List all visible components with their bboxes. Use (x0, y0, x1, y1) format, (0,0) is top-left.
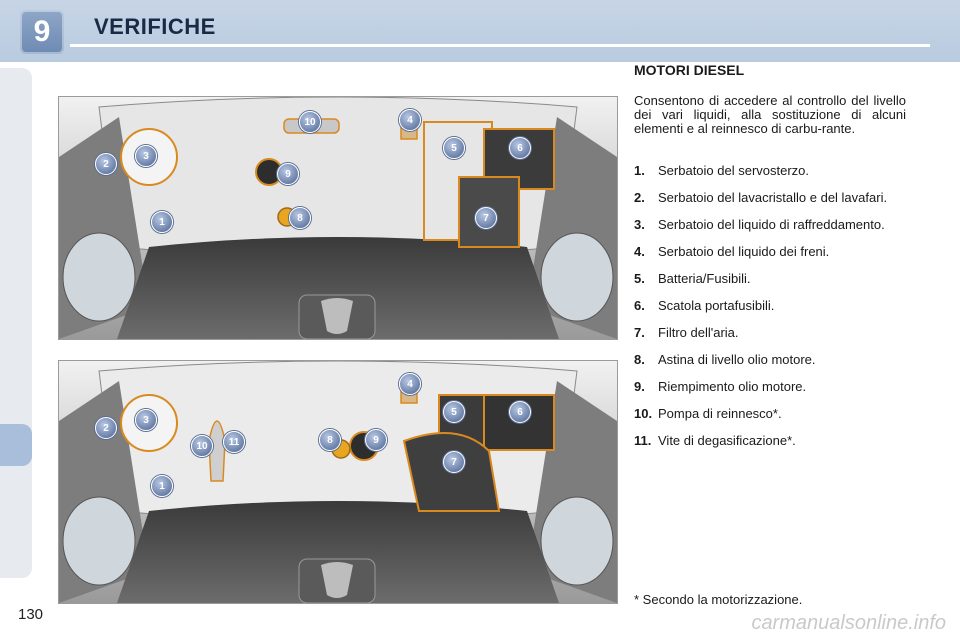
item-text: Serbatoio del liquido di raffreddamento. (658, 217, 885, 232)
item-number: 6. (634, 298, 645, 313)
item-number: 2. (634, 190, 645, 205)
list-item (634, 272, 906, 286)
engine-figure-top (58, 96, 618, 340)
chapter-badge: 9 (20, 10, 64, 54)
item-text: Filtro dell'aria. (658, 325, 739, 340)
item-number: 9. (634, 379, 645, 394)
item-text: Scatola portafusibili. (658, 298, 775, 313)
section-title: VERIFICHE (94, 14, 216, 39)
item-number: 1. (634, 163, 645, 178)
item-text: Serbatoio del lavacristallo e del lavafari. (658, 190, 888, 205)
chapter-side-tab (0, 424, 32, 466)
item-text: Astina di livello olio motore. (658, 352, 816, 367)
list-item (634, 407, 906, 421)
list-item (634, 380, 906, 394)
item-number: 10. (634, 406, 653, 421)
list-item (634, 191, 906, 205)
list-item (634, 326, 906, 340)
engine-figure-bottom (58, 360, 618, 604)
list-item (634, 164, 906, 178)
item-number: 4. (634, 244, 645, 259)
callout-8: 8 (289, 207, 311, 229)
callout-8: 8 (319, 429, 341, 451)
page-number: 130 (18, 606, 44, 623)
item-text: Serbatoio del liquido dei freni. (658, 244, 830, 259)
list-item (634, 299, 906, 313)
item-number: 7. (634, 325, 645, 340)
callout-3: 3 (135, 145, 157, 167)
callout-1: 1 (151, 475, 173, 497)
callout-4: 4 (399, 373, 421, 395)
callout-10: 10 (299, 111, 321, 133)
footnote: * Secondo la motorizzazione. (634, 592, 803, 607)
list-item (634, 218, 906, 232)
item-number: 8. (634, 352, 645, 367)
engine-illustration-icon (59, 361, 617, 603)
item-text: Riempimento olio motore. (658, 379, 807, 394)
callout-6: 6 (509, 137, 531, 159)
section-heading: MOTORI DIESEL (634, 62, 745, 78)
intro-paragraph: Consentono di accedere al controllo del livello dei vari liquidi, alla sostituzione di alcuni elementi e al reinnesco di carbu-rante. (634, 93, 906, 136)
list-item (634, 353, 906, 367)
list-item (634, 434, 906, 448)
item-text: Vite di degasificazione*. (658, 433, 796, 448)
item-text: Batteria/Fusibili. (658, 271, 751, 286)
item-number: 5. (634, 271, 645, 286)
callout-5: 5 (443, 137, 465, 159)
callout-2: 2 (95, 417, 117, 439)
callout-9: 9 (365, 429, 387, 451)
item-number: 3. (634, 217, 645, 232)
callout-5: 5 (443, 401, 465, 423)
callout-1: 1 (151, 211, 173, 233)
component-list (634, 164, 906, 461)
callout-4: 4 (399, 109, 421, 131)
engine-illustration-icon (59, 97, 617, 339)
callout-9: 9 (277, 163, 299, 185)
item-number: 11. (634, 433, 652, 448)
callout-7: 7 (443, 451, 465, 473)
callout-3: 3 (135, 409, 157, 431)
callout-2: 2 (95, 153, 117, 175)
item-text: Pompa di reinnesco*. (658, 406, 782, 421)
callout-11: 11 (223, 431, 245, 453)
item-text: Serbatoio del servosterzo. (658, 163, 810, 178)
watermark: carmanualsonline.info (751, 612, 946, 634)
callout-6: 6 (509, 401, 531, 423)
callout-10: 10 (191, 435, 213, 457)
list-item (634, 245, 906, 259)
side-strip (0, 68, 32, 578)
callout-7: 7 (475, 207, 497, 229)
